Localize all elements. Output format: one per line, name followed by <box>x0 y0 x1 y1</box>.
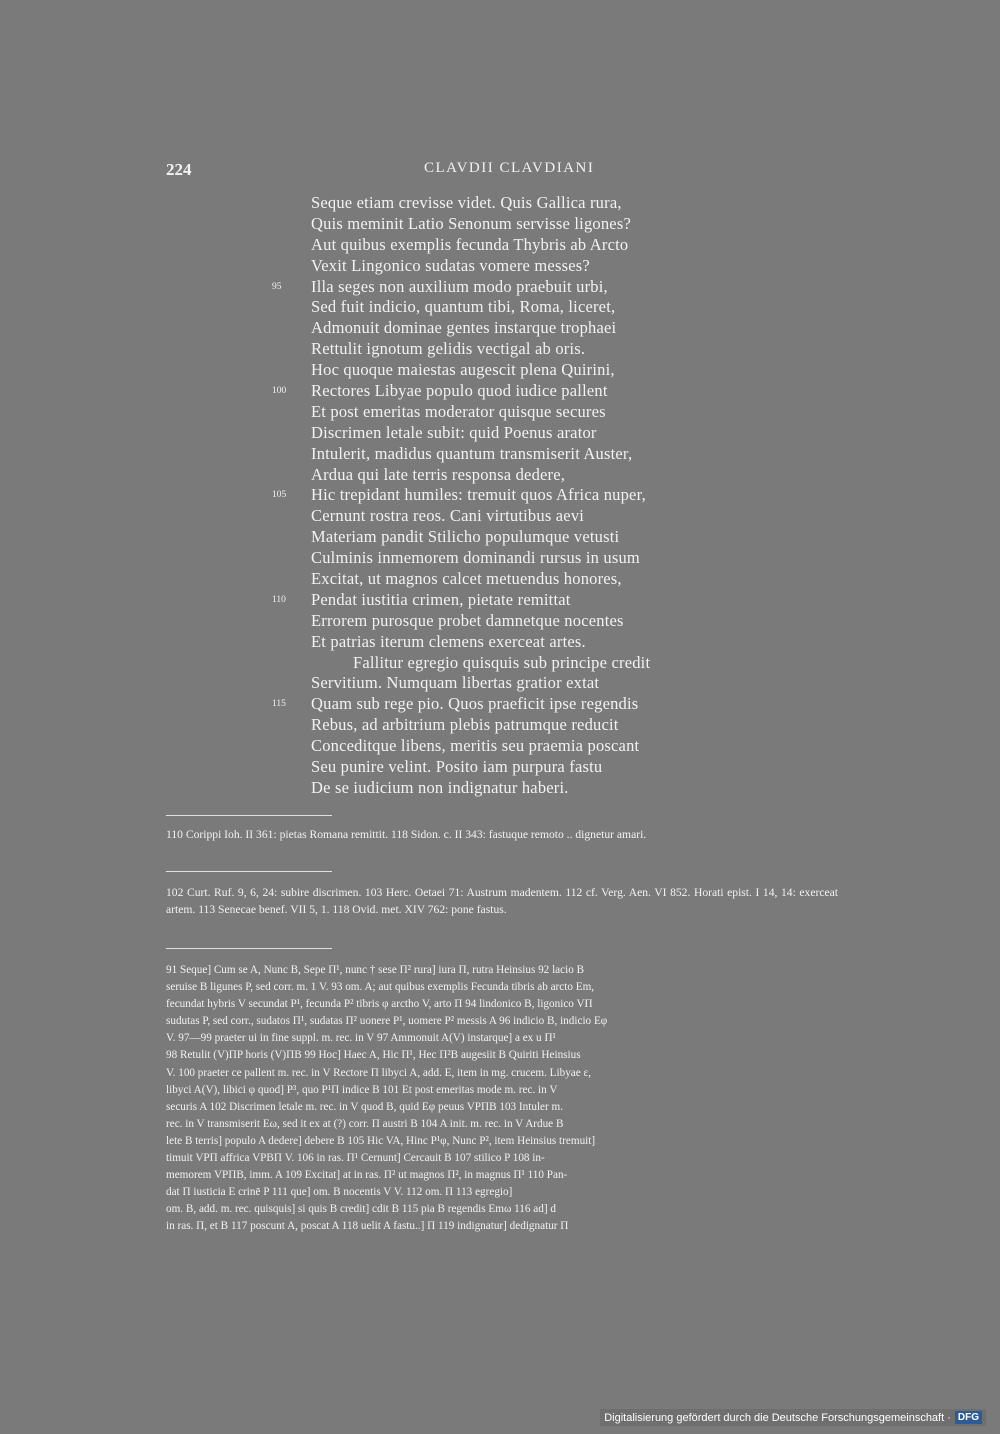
verse-text: Sed fuit indicio, quantum tibi, Roma, liceret, <box>311 297 616 317</box>
verse-text: Cernunt rostra reos. Cani virtutibus aevi <box>311 506 585 526</box>
verse-line <box>0 339 1000 360</box>
verse-line <box>0 632 1000 653</box>
apparatus-line: memorem VPΠB, imm. A 109 Excitat] at in ras. Π² ut magnos Π², in magnus Π¹ 110 Pan- <box>166 1169 568 1182</box>
apparatus-divider <box>166 948 332 949</box>
verse-text: Rectores Libyae populo quod iudice pallent <box>311 381 608 401</box>
apparatus-line: seruise B ligunes P, sed corr. m. 1 V. 93 om. A; aut quibus exemplis Fecunda tibris ab arcto Em, <box>166 981 595 994</box>
verse-line <box>0 360 1000 381</box>
apparatus-line: V. 97—99 praeter ui in fine suppl. m. rec. in V 97 Ammonuit A(V) instarque] a ex u Π¹ <box>166 1032 556 1045</box>
verse-line <box>0 653 1000 674</box>
footnote-divider <box>166 815 332 816</box>
verse-line <box>0 736 1000 757</box>
verse-line <box>0 778 1000 799</box>
critical-apparatus <box>166 962 838 1236</box>
poem-text <box>0 193 1000 799</box>
verse-text: Conceditque libens, meritis seu praemia poscant <box>311 736 640 756</box>
apparatus-line: rec. in V transmiserit Eω, sed it ex at (?) corr. Π austri B 104 A init. m. rec. in V Ardue B <box>166 1117 564 1130</box>
verse-line <box>0 235 1000 256</box>
apparatus-line: fecundat hybris V secundat P¹, fecunda P² tibris φ arctho V, arto Π 94 lindonico B, ligonico VΠ <box>166 998 593 1011</box>
line-number: 100 <box>272 386 287 397</box>
verse-line <box>0 673 1000 694</box>
verse-text: Fallitur egregio quisquis sub principe credit <box>353 652 651 672</box>
verse-line <box>0 506 1000 527</box>
verse-line <box>0 569 1000 590</box>
apparatus-line: dat Π iusticia E crinē P 111 que] om. B nocentis V V. 112 om. Π 113 egregio] <box>166 1186 513 1199</box>
verse-text: Et post emeritas moderator quisque secures <box>311 401 606 421</box>
verse-text: Ardua qui late terris responsa dedere, <box>311 464 566 484</box>
verse-line <box>0 527 1000 548</box>
verse-line <box>0 381 1000 402</box>
verse-line <box>0 715 1000 736</box>
apparatus-line: lete B terris] populo A dedere] debere B 105 Hic VA, Hinc P¹φ, Nunc P², item Heinsius tremuit] <box>166 1134 596 1147</box>
verse-line <box>0 423 1000 444</box>
apparatus-line: sudutas P, sed corr., sudatos Π¹, sudatas Π² uonere P¹, uomere P² messis A 96 indicio B, indicio Eφ <box>166 1015 608 1028</box>
verse-text: Discrimen letale subit: quid Poenus arator <box>311 422 597 442</box>
verse-text: De se iudicium non indignatur haberi. <box>311 777 569 797</box>
verse-line <box>0 485 1000 506</box>
apparatus-line: 91 Seque] Cum se A, Nunc B, Sepe Π¹, nunc † sese Π² rura] iura Π, rutra Heinsius 92 lacio B <box>166 964 585 976</box>
verse-text: Rebus, ad arbitrium plebis patrumque reducit <box>311 715 619 735</box>
verse-text: Rettulit ignotum gelidis vectigal ab oris. <box>311 339 586 359</box>
apparatus-line: 98 Retulit (V)ΠP horis (V)ΠB 99 Hoc] Haec A, Hic Π¹, Hec Π²B augesiit B Quiriti Heinsius <box>166 1049 581 1062</box>
line-number: 115 <box>272 699 286 710</box>
apparatus-line: in ras. Π, et B 117 poscunt A, poscat A 118 uelit A fastu..] Π 119 indignatur] dedignatur Π <box>166 1220 569 1233</box>
running-title: CLAVDII CLAVDIANI <box>424 160 595 176</box>
verse-text: Materiam pandit Stilicho populumque vetusti <box>311 527 620 547</box>
line-number: 110 <box>272 594 286 605</box>
verse-line <box>0 548 1000 569</box>
verse-text: Seque etiam crevisse videt. Quis Gallica rura, <box>311 193 622 212</box>
verse-line <box>0 297 1000 318</box>
verse-line <box>0 193 1000 214</box>
apparatus-line: libyci A(V), libici φ quod] P³, quo P¹Π indice B 101 Et post emeritas mode m. rec. in V <box>166 1083 558 1096</box>
line-number: 95 <box>272 281 282 292</box>
verse-text: Illa seges non auxilium modo praebuit urbi, <box>311 276 608 296</box>
verse-line <box>0 402 1000 423</box>
verse-line <box>0 318 1000 339</box>
footnotes-sources: 102 Curt. Ruf. 9, 6, 24: subire discrimen. 103 Herc. Oetaei 71: Austrum madentem. 112 cf. Verg. Aen. VI 852. Horati epist. I 14, 14: exerceat artem. 113 Senecae benef. VII 5, 1. 118 Ovid. met. XIV 762: pone fastus. <box>166 886 838 917</box>
verse-text: Admonuit dominae gentes instarque trophaei <box>311 318 617 338</box>
verse-text: Culminis inmemorem dominandi rursus in usum <box>311 548 640 568</box>
verse-text: Pendat iustitia crimen, pietate remittat <box>311 589 571 609</box>
verse-text: Hoc quoque maiestas augescit plena Quirini, <box>311 360 615 380</box>
verse-text: Vexit Lingonico sudatas vomere messes? <box>311 255 590 275</box>
verse-line <box>0 214 1000 235</box>
apparatus-line: timuit VPΠ affrica VPBΠ V. 106 in ras. Π¹ Cernunt] Cercauit B 107 stilico P 108 in- <box>166 1152 545 1165</box>
verse-line <box>0 444 1000 465</box>
apparatus-line: V. 100 praeter ce pallent m. rec. in V Rectore Π libyci A, add. E, item in mg. crucem. Libyae ε, <box>166 1066 592 1079</box>
apparatus-line: om. B, add. m. rec. quisquis] si quis B credit] cdit B 115 pia B regendis Emω 116 ad] d <box>166 1203 556 1216</box>
verse-text: Intulerit, madidus quantum transmiserit Auster, <box>311 443 633 463</box>
page-footer <box>600 1409 986 1426</box>
page-header <box>166 160 836 184</box>
verse-text: Servitium. Numquam libertas gratior extat <box>311 673 600 693</box>
verse-line <box>0 277 1000 298</box>
verse-line <box>0 590 1000 611</box>
verse-text: Aut quibus exemplis fecunda Thybris ab Arcto <box>311 234 629 254</box>
apparatus-line: securis A 102 Discrimen letale m. rec. in V quod B, quid Eφ peuus VPΠB 103 Intuler m. <box>166 1100 564 1113</box>
dfg-logo: DFG <box>955 1411 982 1424</box>
verse-text: Excitat, ut magnos calcet metuendus honores, <box>311 569 622 589</box>
page-number: 224 <box>166 160 192 179</box>
verse-text: Quam sub rege pio. Quos praeficit ipse regendis <box>311 694 639 714</box>
verse-text: Errorem purosque probet damnetque nocentes <box>311 610 624 630</box>
verse-line <box>0 757 1000 778</box>
verse-text: Hic trepidant humiles: tremuit quos Africa nuper, <box>311 485 646 505</box>
verse-text: Et patrias iterum clemens exerceat artes. <box>311 631 586 651</box>
footnotes-parallels: 110 Corippi Ioh. II 361: pietas Romana remittit. 118 Sidon. c. II 343: fastuque remoto .. dignetur amari. <box>166 828 647 841</box>
verse-line <box>0 465 1000 486</box>
verse-line <box>0 611 1000 632</box>
line-number: 105 <box>272 490 287 501</box>
funding-notice: Digitalisierung gefördert durch die Deutsche Forschungsgemeinschaft · <box>604 1411 951 1424</box>
verse-text: Quis meminit Latio Senonum servisse ligones? <box>311 213 631 233</box>
verse-line <box>0 694 1000 715</box>
verse-text: Seu punire velint. Posito iam purpura fastu <box>311 757 603 777</box>
verse-line <box>0 256 1000 277</box>
footnote-divider <box>166 871 332 872</box>
